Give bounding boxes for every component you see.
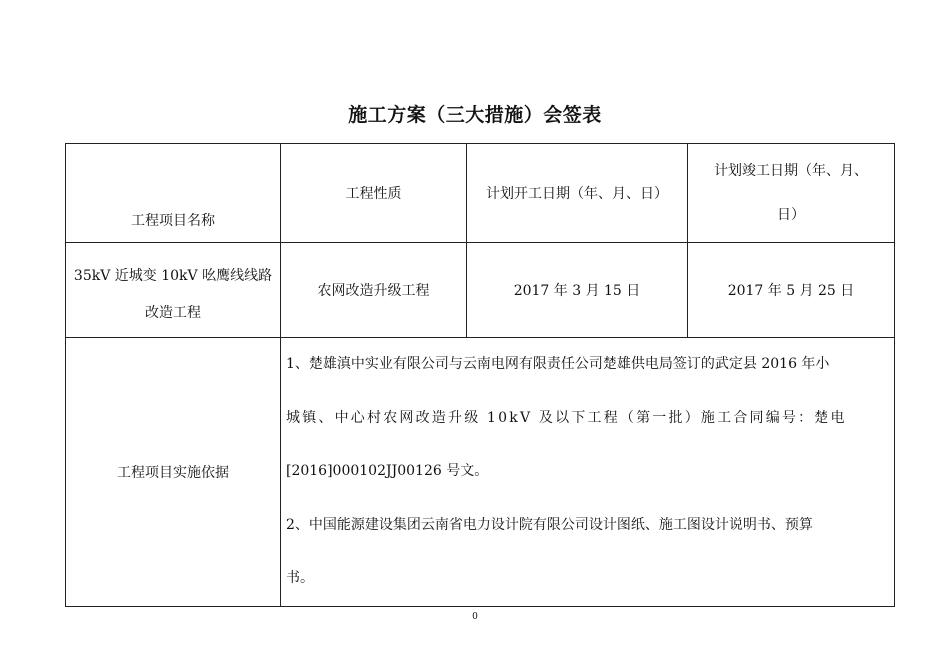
project-start-date: 2017 年 3 月 15 日 xyxy=(513,283,641,299)
basis-content-cell xyxy=(281,338,895,607)
project-nature-cell xyxy=(281,243,467,338)
project-end-date: 2017 年 5 月 25 日 xyxy=(727,283,855,299)
project-name-line2: 改造工程 xyxy=(145,305,201,321)
header-end-date-line2: 日） xyxy=(777,207,805,223)
header-nature: 工程性质 xyxy=(345,186,402,202)
header-project-name: 工程项目名称 xyxy=(131,212,215,229)
basis-label-cell xyxy=(66,338,281,607)
header-nature-cell xyxy=(281,144,467,243)
project-nature: 农网改造升级工程 xyxy=(317,283,430,299)
project-end-date-cell xyxy=(688,243,895,338)
project-name-line1: 35kV 近城变 10kV 吆鹰线线路 xyxy=(73,268,273,284)
basis-content xyxy=(281,338,894,606)
page-number: 0 xyxy=(472,612,478,622)
basis-item1-line2: 城镇、中心村农网改造升级 10kV 及以下工程（第一批）施工合同编号：楚电 xyxy=(286,409,847,426)
basis-row xyxy=(66,338,895,607)
basis-item2-line2: 书。 xyxy=(286,570,314,586)
header-project-name-cell xyxy=(66,144,281,243)
header-end-date-cell xyxy=(688,144,895,243)
header-start-date: 计划开工日期（年、月、日） xyxy=(486,186,668,202)
document-title: 施工方案（三大措施）会签表 xyxy=(348,104,602,126)
header-row xyxy=(66,144,895,243)
project-start-date-cell xyxy=(467,243,688,338)
basis-item2-line1: 2、中国能源建设集团云南省电力设计院有限公司设计图纸、施工图设计说明书、预算 xyxy=(286,516,813,533)
project-row xyxy=(66,243,895,338)
basis-label: 工程项目实施依据 xyxy=(117,464,229,481)
basis-item1-line3: [2016]000102JJ00126 号文。 xyxy=(286,463,489,479)
project-name-cell xyxy=(66,243,281,338)
sign-off-table xyxy=(65,143,895,607)
header-start-date-cell xyxy=(467,144,688,243)
header-end-date-line1: 计划竣工日期（年、月、 xyxy=(714,163,868,179)
basis-item1-line1: 1、楚雄滇中实业有限公司与云南电网有限责任公司楚雄供电局签订的武定县 2016 年小 xyxy=(286,356,830,372)
